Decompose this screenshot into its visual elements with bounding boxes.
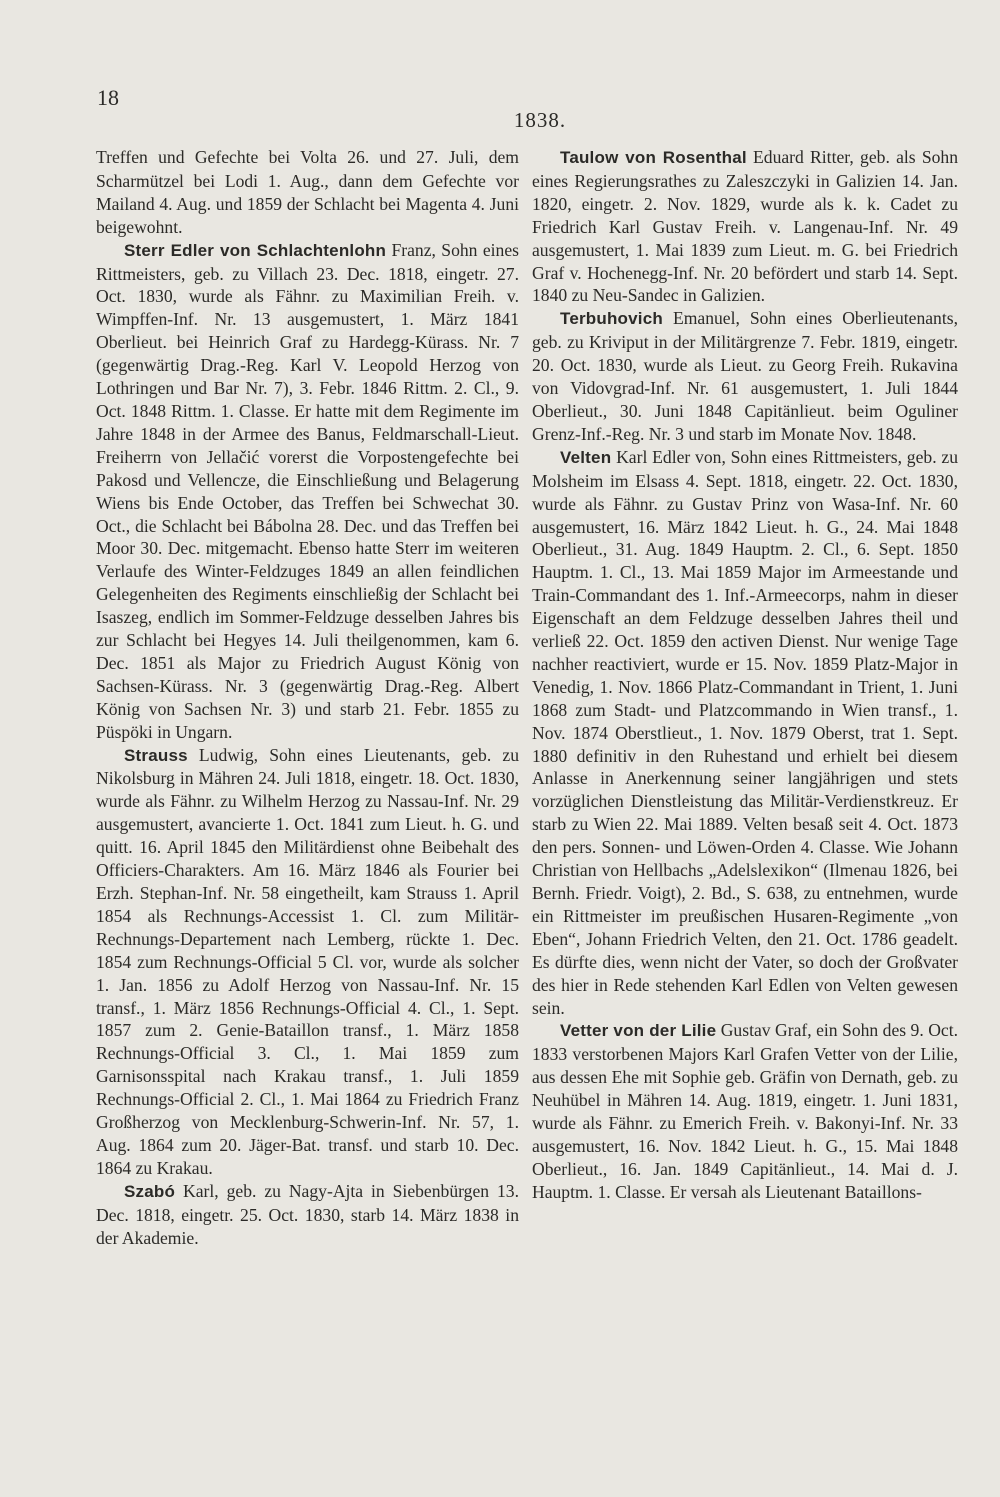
entry-text: Emanuel, Sohn eines Oberlieutenants, geb. zu Kriviput in der Militärgrenze 7. Febr. 1819, eingetr. 20. Oct. 1830, wurde als Lieut. zu Georg Freih. Rukavina von Vidovgrad-Inf. Nr. 61 ausgemustert, 1. Juli 1844 Oberlieut., 30. Juni 1848 Capitänlieut. beim Oguliner Grenz-Inf.-Reg. Nr. 3 und starb im Monate Nov. 1848. (532, 308, 958, 444)
entry-name: Velten (560, 447, 612, 467)
entry-text: Karl, geb. zu Nagy-Ajta in Siebenbürgen 13. Dec. 1818, eingetr. 25. Oct. 1830, starb 14. März 1838 in der Akademie. (96, 1180, 519, 1248)
entry-vetter (532, 1019, 958, 1203)
left-column (96, 146, 519, 1446)
entry-velten (532, 446, 958, 1020)
year-heading: 1838. (513, 108, 567, 132)
entry-name: Taulow von Rosenthal (560, 148, 747, 167)
entry-sterr (96, 239, 519, 744)
right-column (532, 146, 958, 1446)
entry-text: Eduard Ritter, geb. als Sohn eines Regierungsrathes zu Zaleszczyki in Galizien 14. Jan. 1820, eingetr. 2. Nov. 1829, wurde als k. k. Cadet zu Friedrich Karl Gustav Freih. v. Langenau-Inf. Nr. 49 ausgemustert, 1. Mai 1839 zum Lieut. m. G. bei Friedrich Graf v. Hochenegg-Inf. Nr. 20 befördert und starb 14. Sept. 1840 zu Neu-Sandec in Galizien. (532, 147, 958, 306)
entry-name: Sterr Edler von Schlachtenlohn (124, 240, 387, 260)
entry-text: Gustav Graf, ein Sohn des 9. Oct. 1833 verstorbenen Majors Karl Grafen Vetter von der Lilie, aus dessen Ehe mit Sophie geb. Gräfin von Dernath, geb. zu Neuhübel in Mähren 14. Aug. 1819, eingetr. 1. Juni 1831, wurde als Fähnr. zu Emerich Freih. v. Bakonyi-Inf. Nr. 33 ausgemustert, 16. Nov. 1842 Lieut. h. G., 15. Mai 1848 Oberlieut., 16. Jan. 1849 Capitänlieut., 14. Mai d. J. Hauptm. 1. Classe. Er versah als Lieutenant Bataillons- (532, 1020, 958, 1202)
entry-name: Vetter von der Lilie (560, 1021, 717, 1041)
entry-szabo (96, 1180, 519, 1250)
entry-name: Strauss (124, 745, 188, 765)
page-number: 18 (97, 85, 119, 110)
entry-continuation (96, 146, 519, 239)
entry-terbuhovich (532, 307, 958, 445)
entry-text: Treffen und Gefechte bei Volta 26. und 27. Juli, dem Scharmützel bei Lodi 1. Aug., dann dem Gefechte vor Mailand 4. Aug. und 1859 der Schlacht bei Magenta 4. Juni beigewohnt. (96, 147, 519, 237)
entry-text: Ludwig, Sohn eines Lieutenants, geb. zu Nikolsburg in Mähren 24. Juli 1818, eingetr. 18. Oct. 1830, wurde als Fähnr. zu Wilhelm Herzog zu Nassau-Inf. Nr. 29 ausgemustert, avancierte 1. Oct. 1841 zum Lieut. h. G. und quitt. 16. April 1845 den Militärdienst ohne Beibehalt des Officiers-Charakters. Am 16. März 1846 als Fourier bei Erzh. Stephan-Inf. Nr. 58 eingetheilt, kam Strauss 1. April 1854 als Rechnungs-Accessist 1. Cl. zum Militär-Rechnungs-Departement nach Lemberg, rückte 1. Dec. 1854 zum Rechnungs-Official 5 Cl. vor, wurde als solcher 1. Jan. 1856 zu Adolf Herzog von Nassau-Inf. Nr. 15 transf., 1. März 1856 Rechnungs-Official 4. Cl., 1. Sept. 1857 zum 2. Genie-Bataillon transf., 1. März 1858 Rechnungs-Official 3. Cl., 1. Mai 1859 zum Garnisonsspital nach Krakau transf., 1. Juli 1859 Rechnungs-Official 2. Cl., 1. Mai 1864 zu Friedrich Franz Großherzog von Mecklenburg-Schwerin-Inf. Nr. 57, 1. Aug. 1864 zum 20. Jäger-Bat. transf. und starb 10. Dec. 1864 zu Krakau. (96, 744, 519, 1178)
entry-name: Szabó (124, 1181, 176, 1201)
entry-strauss (96, 744, 519, 1180)
entry-text: Franz, Sohn eines Rittmeisters, geb. zu Villach 23. Dec. 1818, eingetr. 27. Oct. 1830, wurde als Fähnr. zu Maximilian Freih. v. Wimpffen-Inf. Nr. 13 ausgemustert, 1. März 1841 Oberlieut. bei Heinrich Graf zu Hardegg-Kürass. Nr. 7 (gegenwärtig Drag.-Reg. Karl V. Leopold Herzog von Lothringen und Bar Nr. 7), 3. Febr. 1846 Rittm. 2. Cl., 9. Oct. 1848 Rittm. 1. Classe. Er hatte mit dem Regimente im Jahre 1848 in der Armee des Banus, Feldmarschall-Lieut. Freiherrn von Jellačić vorerst die Vorpostengefechte bei Pakosd und Vellencze, die Einschließung und Belagerung Wiens bis Ende October, das Treffen bei Schwechat 30. Oct., die Schlacht bei Bábolna 28. Dec. und das Treffen bei Moor 30. Dec. mitgemacht. Ebenso hatte Sterr im weiteren Verlaufe des Winter-Feldzuges 1849 an allen feindlichen Gelegenheiten des Regiments einschließig der Schlacht bei Isaszeg, endlich im Sommer-Feldzuge desselben Jahres bis zur Schlacht bei Hegyes 14. Juli theilgenommen, kam 6. Dec. 1851 als Major zu Friedrich August König von Sachsen-Kürass. Nr. 3 (gegenwärtig Drag.-Reg. Albert König von Sachsen Nr. 3) und starb 21. Febr. 1855 zu Püspöki in Ungarn. (96, 239, 519, 742)
entry-taulow (532, 146, 958, 307)
entry-name: Terbuhovich (560, 309, 663, 329)
entry-text: Karl Edler von, Sohn eines Rittmeisters, geb. zu Molsheim im Elsass 4. Sept. 1818, eingetr. 22. Oct. 1830, wurde als Fähnr. zu Gustav Prinz von Wasa-Inf. Nr. 60 ausgemustert, 16. März 1842 Lieut. h. G., 24. Mai 1848 Oberlieut., 31. Aug. 1849 Hauptm. 2. Cl., 6. Sept. 1850 Hauptm. 1. Cl., 13. Mai 1859 Major im Armeestande und Train-Commandant des 1. Inf.-Armeecorps, nahm in dieser Eigenschaft an dem Feldzuge desselben Jahres theil und verließ 22. Oct. 1859 den activen Dienst. Nur wenige Tage nachher reactiviert, wurde er 15. Nov. 1859 Platz-Major in Venedig, 1. Nov. 1866 Platz-Commandant in Trient, 1. Juni 1868 zum Stadt- und Platzcommando in Wien transf., 1. Nov. 1874 Oberstlieut., 1. Nov. 1879 Oberst, trat 1. Sept. 1880 definitiv in den Ruhestand und erhielt bei diesem Anlasse in Anerkennung seiner langjährigen und stets vorzüglichen Dienstleistung das Militär-Verdienstkreuz. Er starb zu Wien 22. Mai 1889. Velten besaß seit 4. Oct. 1873 den pers. Sonnen- und Löwen-Orden 4. Classe. Wie Johann Christian von Hellbachs „Adelslexikon“ (Ilmenau 1826, bei Bernh. Friedr. Voigt), 2. Bd., S. 638, zu entnehmen, wurde ein Rittmeister im preußischen Husaren-Regimente „von Eben“, Johann Friedrich Velten, den 21. Oct. 1786 geadelt. Es dürfte dies, wenn nicht der Vater, so doch der Großvater des hier in Rede stehenden Karl Edlen von Velten gewesen sein. (532, 446, 958, 1018)
